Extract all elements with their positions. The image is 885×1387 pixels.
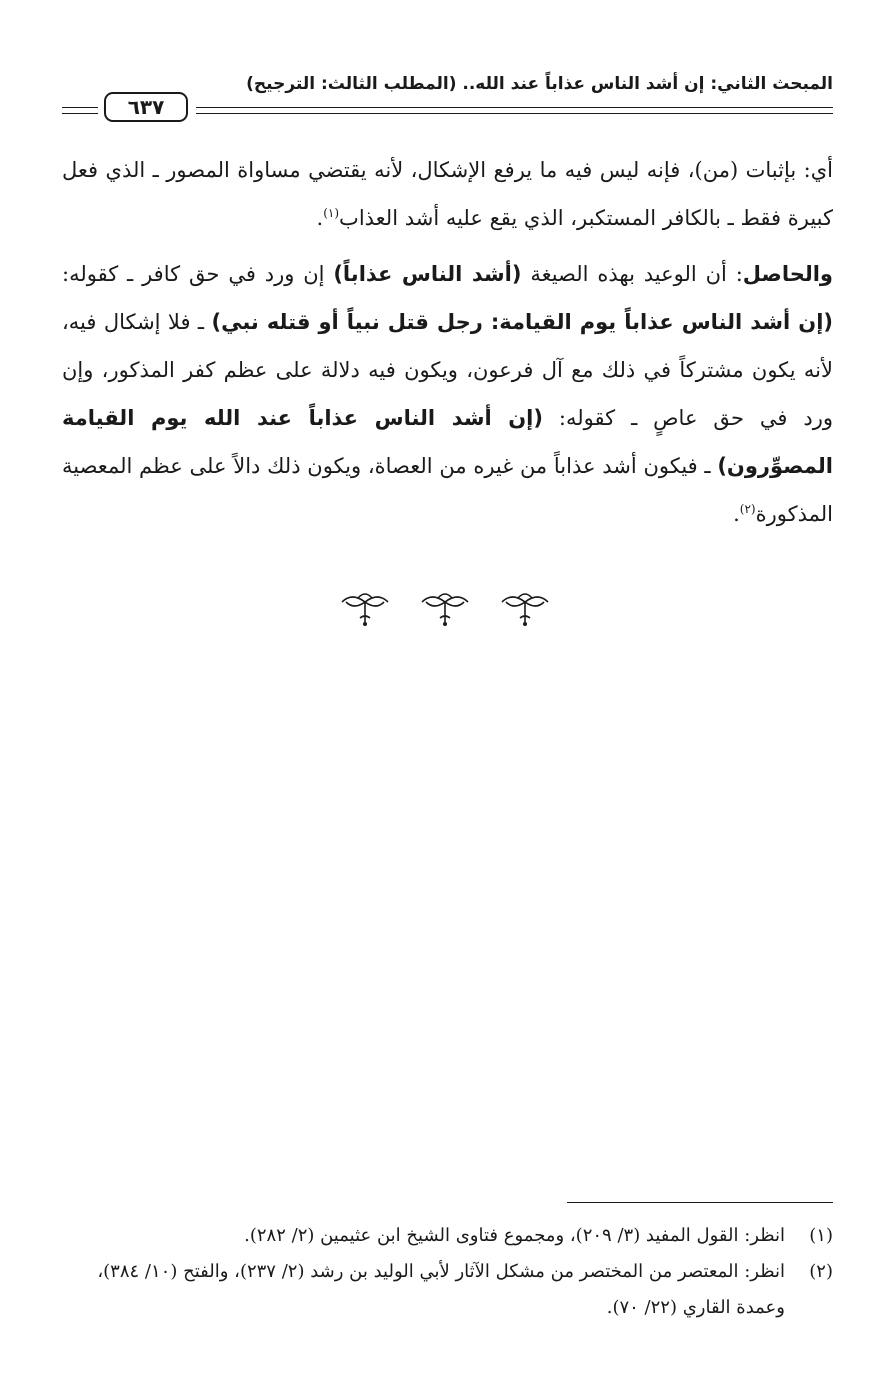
footnote-separator: [567, 1202, 833, 1203]
text-run: ـ فيكون أشد عذاباً من غيره من العصاة، ويكون ذلك دالاً على عظم المعصية المذكورة: [62, 454, 833, 526]
paragraph-2: [62, 250, 833, 538]
footnote-number: (٢): [809, 1261, 833, 1282]
text-run: ـ فلا إشكال فيه، لأنه يكون مشتركاً في ذلك مع آل فرعون، ويكون فيه دلالة على عظم كفر المذكور، وإن ورد في حق عاصٍ ـ كقوله:: [62, 310, 833, 430]
text-run: .: [733, 502, 740, 526]
bold-text-run: والحاصل: [742, 262, 833, 286]
running-title: المبحث الثاني: إن أشد الناس عذاباً عند الله.. (المطلب الثالث: الترجيح): [246, 74, 833, 94]
header-rule-left-top: [62, 107, 98, 108]
floral-separator-icon: [500, 588, 550, 628]
header-rule-left-bottom: [62, 113, 98, 114]
footnote-text: انظر: القول المفيد (٣/ ٢٠٩)، ومجموع فتاوى الشيخ ابن عثيمين (٢/ ٢٨٢).: [244, 1225, 785, 1246]
text-run: إن ورد في حق كافر ـ كقوله:: [62, 262, 334, 286]
text-run: أي: بإثبات (من)، فإنه ليس فيه ما يرفع الإشكال، لأنه يقتضي مساواة المصور ـ الذي فعل كبيرة فقط ـ بالكافر المستكبر، الذي يقع عليه أشد العذاب: [62, 158, 833, 230]
main-text: [62, 146, 833, 546]
floral-separator-icon: [340, 588, 390, 628]
bold-text-run: (إن أشد الناس عذاباً عند الله يوم القيامة المصوِّرون): [62, 406, 833, 478]
page-number: ٦٣٧: [104, 92, 188, 122]
footnote-2: [62, 1254, 833, 1326]
text-run: : أن الوعيد بهذه الصيغة: [521, 262, 743, 286]
footnotes: [62, 1218, 833, 1326]
footnote-text: انظر: المعتصر من المختصر من مشكل الآثار لأبي الوليد بن رشد (٢/ ٢٣٧)، والفتح (١٠/ ٣٨٤)، وعمدة القاري (٢٢/ ٧٠).: [97, 1261, 785, 1318]
footnote-marker: (٢): [739, 502, 756, 516]
paragraph-1: [62, 146, 833, 242]
floral-separator-icon: [420, 588, 470, 628]
header-rule-top: [196, 107, 833, 108]
footnote-1: [62, 1218, 833, 1254]
bold-text-run: (إن أشد الناس عذاباً يوم القيامة: رجل قتل نبياً أو قتله نبي): [211, 310, 833, 334]
section-ornament: [340, 588, 550, 628]
footnote-marker: (١): [323, 206, 340, 220]
bold-text-run: (أشد الناس عذاباً): [333, 262, 522, 286]
header-rule-bottom: [196, 113, 833, 114]
footnote-number: (١): [809, 1225, 833, 1246]
page-header: [62, 70, 833, 130]
text-run: .: [316, 206, 324, 230]
